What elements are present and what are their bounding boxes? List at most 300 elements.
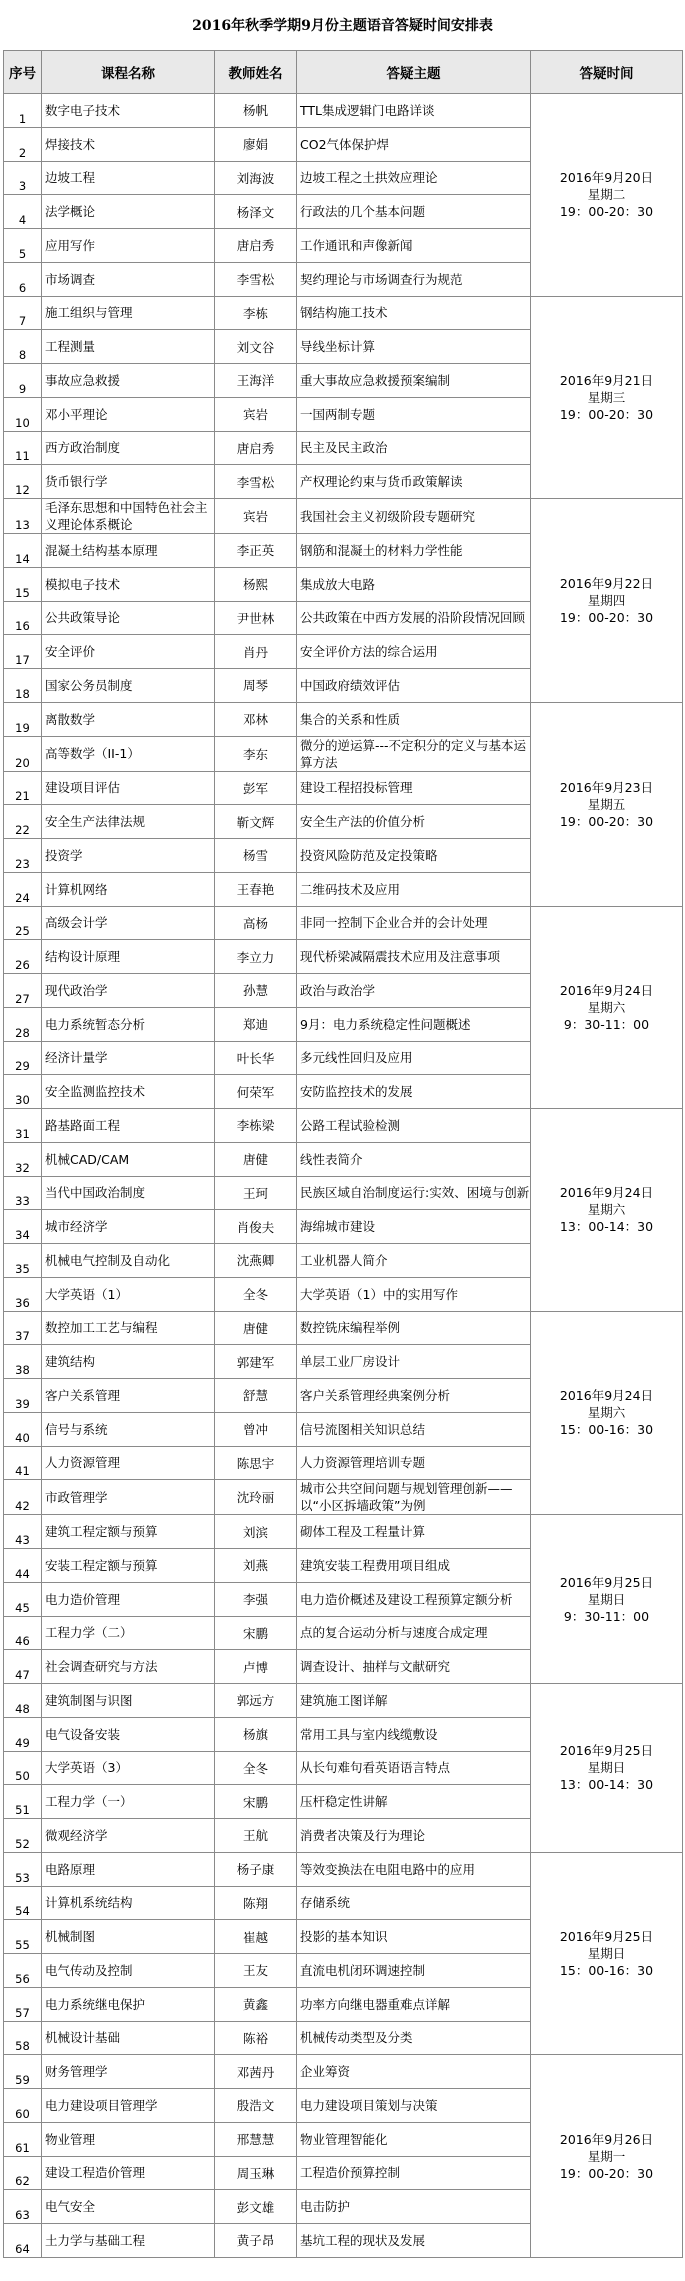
row-number: 53 — [4, 1852, 42, 1886]
teacher-name: 舒慧 — [215, 1379, 297, 1413]
course-name: 工程力学（二） — [42, 1616, 215, 1650]
teacher-name: 沈玲丽 — [215, 1480, 297, 1515]
qa-topic: 中国政府绩效评估 — [297, 669, 531, 703]
teacher-name: 王春艳 — [215, 872, 297, 906]
teacher-name: 尹世林 — [215, 601, 297, 635]
row-number: 44 — [4, 1549, 42, 1583]
row-number: 55 — [4, 1920, 42, 1954]
session-weekday: 星期二 — [587, 187, 626, 203]
course-name: 事故应急救援 — [42, 364, 215, 398]
row-number: 36 — [4, 1277, 42, 1311]
teacher-name: 唐启秀 — [215, 431, 297, 465]
session-date: 2016年9月26日 — [559, 2131, 654, 2147]
course-name: 电气设备安装 — [42, 1717, 215, 1751]
course-name: 电力造价管理 — [42, 1582, 215, 1616]
teacher-name: 孙慧 — [215, 974, 297, 1008]
qa-topic: 点的复合运动分析与速度合成定理 — [297, 1616, 531, 1650]
teacher-name: 沈燕卿 — [215, 1244, 297, 1278]
row-number: 13 — [4, 499, 42, 534]
teacher-name: 李立力 — [215, 940, 297, 974]
row-number: 31 — [4, 1109, 42, 1143]
session-weekday: 星期三 — [587, 389, 626, 405]
course-name: 高等数学（II-1） — [42, 736, 215, 771]
row-number: 34 — [4, 1210, 42, 1244]
session-weekday: 星期四 — [587, 592, 626, 608]
qa-topic: 微分的逆运算---不定积分的定义与基本运算方法 — [297, 736, 531, 771]
table-row — [4, 1684, 683, 1718]
row-number: 40 — [4, 1412, 42, 1446]
qa-topic: 边坡工程之土拱效应理论 — [297, 161, 531, 195]
row-number: 4 — [4, 195, 42, 229]
course-name: 土力学与基础工程 — [42, 2224, 215, 2258]
qa-topic: 砌体工程及工程量计算 — [297, 1515, 531, 1549]
teacher-name: 何荣军 — [215, 1075, 297, 1109]
qa-topic: 一国两制专题 — [297, 397, 531, 431]
row-number: 32 — [4, 1142, 42, 1176]
course-name: 邓小平理论 — [42, 397, 215, 431]
row-number: 6 — [4, 262, 42, 296]
row-number: 33 — [4, 1176, 42, 1210]
qa-topic: 投影的基本知识 — [297, 1920, 531, 1954]
teacher-name: 彭军 — [215, 771, 297, 805]
qa-topic: 非同一控制下企业合并的会计处理 — [297, 906, 531, 940]
column-header-teacher: 教师姓名 — [215, 51, 297, 94]
session-date: 2016年9月25日 — [559, 1574, 654, 1590]
qa-topic: TTL集成逻辑门电路详谈 — [297, 94, 531, 128]
row-number: 28 — [4, 1007, 42, 1041]
row-number: 60 — [4, 2089, 42, 2123]
teacher-name: 杨雪 — [215, 839, 297, 873]
qa-topic: 存储系统 — [297, 1886, 531, 1920]
row-number: 29 — [4, 1041, 42, 1075]
session-time — [531, 296, 683, 499]
course-name: 电路原理 — [42, 1852, 215, 1886]
row-number: 5 — [4, 229, 42, 263]
row-number: 15 — [4, 567, 42, 601]
row-number: 51 — [4, 1785, 42, 1819]
row-number: 26 — [4, 940, 42, 974]
teacher-name: 周玉琳 — [215, 2156, 297, 2190]
course-name: 离散数学 — [42, 702, 215, 736]
teacher-name: 杨旗 — [215, 1717, 297, 1751]
row-number: 1 — [4, 94, 42, 128]
course-name: 法学概论 — [42, 195, 215, 229]
course-name: 安全生产法律法规 — [42, 805, 215, 839]
course-name: 微观经济学 — [42, 1819, 215, 1853]
row-number: 2 — [4, 127, 42, 161]
course-name: 市政管理学 — [42, 1480, 215, 1515]
course-name: 电力系统继电保护 — [42, 1987, 215, 2021]
session-weekday: 星期五 — [587, 796, 626, 812]
course-name: 城市经济学 — [42, 1210, 215, 1244]
session-date: 2016年9月21日 — [559, 372, 654, 388]
table-row — [4, 702, 683, 736]
teacher-name: 王航 — [215, 1819, 297, 1853]
qa-topic: 投资风险防范及定投策略 — [297, 839, 531, 873]
row-number: 30 — [4, 1075, 42, 1109]
row-number: 64 — [4, 2224, 42, 2258]
teacher-name: 李东 — [215, 736, 297, 771]
course-name: 建筑结构 — [42, 1345, 215, 1379]
column-header-time: 答疑时间 — [531, 51, 683, 94]
row-number: 12 — [4, 465, 42, 499]
teacher-name: 杨子康 — [215, 1852, 297, 1886]
course-name: 国家公务员制度 — [42, 669, 215, 703]
teacher-name: 殷浩文 — [215, 2089, 297, 2123]
qa-topic: 9月：电力系统稳定性问题概述 — [297, 1007, 531, 1041]
course-name: 信号与系统 — [42, 1412, 215, 1446]
column-header-index: 序号 — [4, 51, 42, 94]
teacher-name: 李强 — [215, 1582, 297, 1616]
row-number: 43 — [4, 1515, 42, 1549]
row-number: 41 — [4, 1446, 42, 1480]
teacher-name: 郭建军 — [215, 1345, 297, 1379]
teacher-name: 刘滨 — [215, 1515, 297, 1549]
course-name: 机械电气控制及自动化 — [42, 1244, 215, 1278]
teacher-name: 刘文谷 — [215, 330, 297, 364]
table-row — [4, 499, 683, 534]
session-date: 2016年9月24日 — [559, 1185, 654, 1201]
course-name: 公共政策导论 — [42, 601, 215, 635]
teacher-name: 陈裕 — [215, 2021, 297, 2055]
table-row — [4, 94, 683, 128]
row-number: 59 — [4, 2055, 42, 2089]
row-number: 20 — [4, 736, 42, 771]
teacher-name: 周琴 — [215, 669, 297, 703]
session-weekday: 星期日 — [587, 1591, 626, 1607]
row-number: 58 — [4, 2021, 42, 2055]
session-time — [531, 2055, 683, 2258]
course-name: 现代政治学 — [42, 974, 215, 1008]
row-number: 42 — [4, 1480, 42, 1515]
teacher-name: 陈思宇 — [215, 1446, 297, 1480]
qa-topic: 安防监控技术的发展 — [297, 1075, 531, 1109]
course-name: 边坡工程 — [42, 161, 215, 195]
course-name: 建设工程造价管理 — [42, 2156, 215, 2190]
session-time — [531, 906, 683, 1109]
teacher-name: 陈翔 — [215, 1886, 297, 1920]
course-name: 模拟电子技术 — [42, 567, 215, 601]
course-name: 毛泽东思想和中国特色社会主义理论体系概论 — [42, 499, 215, 534]
qa-topic: 契约理论与市场调查行为规范 — [297, 262, 531, 296]
qa-topic: 建设工程招投标管理 — [297, 771, 531, 805]
schedule-table — [3, 50, 683, 2258]
qa-topic: 导线坐标计算 — [297, 330, 531, 364]
teacher-name: 李雪松 — [215, 262, 297, 296]
course-name: 货币银行学 — [42, 465, 215, 499]
qa-topic: 产权理论约束与货币政策解读 — [297, 465, 531, 499]
row-number: 24 — [4, 872, 42, 906]
session-date: 2016年9月23日 — [559, 779, 654, 795]
course-name: 电力建设项目管理学 — [42, 2089, 215, 2123]
qa-topic: 电击防护 — [297, 2190, 531, 2224]
teacher-name: 王友 — [215, 1954, 297, 1988]
course-name: 结构设计原理 — [42, 940, 215, 974]
session-time: 19：00-20：30 — [559, 406, 654, 422]
teacher-name: 唐健 — [215, 1311, 297, 1345]
course-name: 建筑制图与识图 — [42, 1684, 215, 1718]
qa-topic: 企业筹资 — [297, 2055, 531, 2089]
session-time: 9：30-11：00 — [563, 1016, 650, 1032]
course-name: 工程测量 — [42, 330, 215, 364]
row-number: 47 — [4, 1650, 42, 1684]
session-date: 2016年9月24日 — [559, 982, 654, 998]
teacher-name: 崔越 — [215, 1920, 297, 1954]
qa-topic: 大学英语（1）中的实用写作 — [297, 1277, 531, 1311]
session-date: 2016年9月20日 — [559, 170, 654, 186]
table-row — [4, 296, 683, 330]
teacher-name: 王海洋 — [215, 364, 297, 398]
session-time: 19：00-20：30 — [559, 813, 654, 829]
session-date: 2016年9月25日 — [559, 1929, 654, 1944]
teacher-name: 唐启秀 — [215, 229, 297, 263]
row-number: 38 — [4, 1345, 42, 1379]
session-date: 2016年9月24日 — [559, 1388, 654, 1404]
course-name: 焊接技术 — [42, 127, 215, 161]
course-name: 投资学 — [42, 839, 215, 873]
qa-topic: 公共政策在中西方发展的沿阶段情况回顾 — [297, 601, 531, 635]
session-date: 2016年9月22日 — [559, 575, 654, 591]
row-number: 21 — [4, 771, 42, 805]
qa-topic: 物业管理智能化 — [297, 2122, 531, 2156]
teacher-name: 杨泽文 — [215, 195, 297, 229]
course-name: 社会调查研究与方法 — [42, 1650, 215, 1684]
course-name: 机械设计基础 — [42, 2021, 215, 2055]
session-time — [531, 94, 683, 297]
session-time — [531, 1684, 683, 1853]
teacher-name: 宋鹏 — [215, 1616, 297, 1650]
teacher-name: 刘海波 — [215, 161, 297, 195]
row-number: 7 — [4, 296, 42, 330]
teacher-name: 邓茜丹 — [215, 2055, 297, 2089]
row-number: 19 — [4, 702, 42, 736]
session-time — [531, 1109, 683, 1312]
row-number: 17 — [4, 635, 42, 669]
course-name: 财务管理学 — [42, 2055, 215, 2089]
course-name: 建筑工程定额与预算 — [42, 1515, 215, 1549]
teacher-name: 叶长华 — [215, 1041, 297, 1075]
qa-topic: 城市公共空间问题与规划管理创新——以“小区拆墙政策”为例 — [297, 1480, 531, 1515]
row-number: 18 — [4, 669, 42, 703]
course-name: 数控加工工艺与编程 — [42, 1311, 215, 1345]
teacher-name: 卢博 — [215, 1650, 297, 1684]
qa-topic: 行政法的几个基本问题 — [297, 195, 531, 229]
row-number: 52 — [4, 1819, 42, 1853]
row-number: 9 — [4, 364, 42, 398]
qa-topic: 直流电机闭环调速控制 — [297, 1954, 531, 1988]
qa-topic: 压杆稳定性讲解 — [297, 1785, 531, 1819]
teacher-name: 肖俊夫 — [215, 1210, 297, 1244]
teacher-name: 曾冲 — [215, 1412, 297, 1446]
table-row — [4, 1109, 683, 1143]
course-name: 经济计量学 — [42, 1041, 215, 1075]
qa-topic: 消费者决策及行为理论 — [297, 1819, 531, 1853]
qa-topic: 从长句难句看英语语言特点 — [297, 1751, 531, 1785]
qa-topic: 工业机器人简介 — [297, 1244, 531, 1278]
qa-topic: 工作通讯和声像新闻 — [297, 229, 531, 263]
course-name: 工程力学（一） — [42, 1785, 215, 1819]
teacher-name: 郭远方 — [215, 1684, 297, 1718]
table-body — [4, 94, 683, 2258]
teacher-name: 邢慧慧 — [215, 2122, 297, 2156]
session-weekday: 星期六 — [587, 1405, 626, 1421]
table-row — [4, 2055, 683, 2089]
qa-topic: 调查设计、抽样与文献研究 — [297, 1650, 531, 1684]
row-number: 22 — [4, 805, 42, 839]
teacher-name: 郑迪 — [215, 1007, 297, 1041]
qa-topic: 钢结构施工技术 — [297, 296, 531, 330]
teacher-name: 宾岩 — [215, 397, 297, 431]
qa-topic: 等效变换法在电阻电路中的应用 — [297, 1852, 531, 1886]
session-date: 2016年9月25日 — [559, 1743, 654, 1759]
session-time — [531, 1852, 683, 2055]
row-number: 14 — [4, 534, 42, 568]
row-number: 57 — [4, 1987, 42, 2021]
teacher-name: 彭文雄 — [215, 2190, 297, 2224]
page-title: 2016年秋季学期9月份主题语音答疑时间安排表 — [192, 18, 493, 34]
row-number: 63 — [4, 2190, 42, 2224]
row-number: 45 — [4, 1582, 42, 1616]
row-number: 23 — [4, 839, 42, 873]
qa-topic: 基坑工程的现状及发展 — [297, 2224, 531, 2258]
course-name: 人力资源管理 — [42, 1446, 215, 1480]
qa-topic: CO2气体保护焊 — [297, 127, 531, 161]
course-name: 计算机系统结构 — [42, 1886, 215, 1920]
session-time: 13：00-14：30 — [559, 1219, 654, 1235]
row-number: 62 — [4, 2156, 42, 2190]
row-number: 61 — [4, 2122, 42, 2156]
qa-topic: 工程造价预算控制 — [297, 2156, 531, 2190]
qa-topic: 我国社会主义初级阶段专题研究 — [297, 499, 531, 534]
row-number: 25 — [4, 906, 42, 940]
qa-topic: 数控铣床编程举例 — [297, 1311, 531, 1345]
course-name: 客户关系管理 — [42, 1379, 215, 1413]
teacher-name: 靳文辉 — [215, 805, 297, 839]
qa-topic: 单层工业厂房设计 — [297, 1345, 531, 1379]
qa-topic: 人力资源管理培训专题 — [297, 1446, 531, 1480]
course-name: 安装工程定额与预算 — [42, 1549, 215, 1583]
table-row — [4, 1852, 683, 1886]
row-number: 16 — [4, 601, 42, 635]
row-number: 3 — [4, 161, 42, 195]
teacher-name: 李栋 — [215, 296, 297, 330]
teacher-name: 全冬 — [215, 1277, 297, 1311]
session-time: 13：00-14：30 — [559, 1777, 654, 1793]
row-number: 54 — [4, 1886, 42, 1920]
teacher-name: 宋鹏 — [215, 1785, 297, 1819]
teacher-name: 唐健 — [215, 1142, 297, 1176]
qa-topic: 安全生产法的价值分析 — [297, 805, 531, 839]
course-name: 电力系统暂态分析 — [42, 1007, 215, 1041]
course-name: 计算机网络 — [42, 872, 215, 906]
qa-topic: 重大事故应急救援预案编制 — [297, 364, 531, 398]
header-row — [4, 51, 683, 94]
teacher-name: 高杨 — [215, 906, 297, 940]
teacher-name: 邓林 — [215, 702, 297, 736]
course-name: 市场调查 — [42, 262, 215, 296]
qa-topic: 民主及民主政治 — [297, 431, 531, 465]
course-name: 混凝土结构基本原理 — [42, 534, 215, 568]
course-name: 机械CAD/CAM — [42, 1142, 215, 1176]
teacher-name: 宾岩 — [215, 499, 297, 534]
qa-topic: 多元线性回归及应用 — [297, 1041, 531, 1075]
row-number: 39 — [4, 1379, 42, 1413]
table-row — [4, 1311, 683, 1345]
table-row — [4, 1515, 683, 1549]
session-time — [531, 499, 683, 703]
course-name: 当代中国政治制度 — [42, 1176, 215, 1210]
course-name: 电气传动及控制 — [42, 1954, 215, 1988]
teacher-name: 黄子昂 — [215, 2224, 297, 2258]
row-number: 27 — [4, 974, 42, 1008]
session-time: 15：00-16：30 — [559, 1422, 654, 1438]
session-time — [531, 1515, 683, 1684]
qa-topic: 机械传动类型及分类 — [297, 2021, 531, 2055]
qa-topic: 二维码技术及应用 — [297, 872, 531, 906]
qa-topic: 安全评价方法的综合运用 — [297, 635, 531, 669]
course-name: 机械制图 — [42, 1920, 215, 1954]
teacher-name: 刘燕 — [215, 1549, 297, 1583]
row-number: 8 — [4, 330, 42, 364]
course-name: 西方政治制度 — [42, 431, 215, 465]
row-number: 56 — [4, 1954, 42, 1988]
course-name: 电气安全 — [42, 2190, 215, 2224]
course-name: 大学英语（3） — [42, 1751, 215, 1785]
session-weekday: 星期日 — [587, 1760, 626, 1776]
qa-topic: 信号流图相关知识总结 — [297, 1412, 531, 1446]
course-name: 大学英语（1） — [42, 1277, 215, 1311]
teacher-name: 李雪松 — [215, 465, 297, 499]
row-number: 10 — [4, 397, 42, 431]
teacher-name: 肖丹 — [215, 635, 297, 669]
course-name: 建设项目评估 — [42, 771, 215, 805]
course-name: 应用写作 — [42, 229, 215, 263]
course-name: 安全评价 — [42, 635, 215, 669]
row-number: 48 — [4, 1684, 42, 1718]
qa-topic: 现代桥梁减隔震技术应用及注意事项 — [297, 940, 531, 974]
session-time — [531, 702, 683, 906]
teacher-name: 李正英 — [215, 534, 297, 568]
session-weekday: 星期六 — [587, 1202, 626, 1218]
session-weekday: 星期六 — [587, 999, 626, 1015]
row-number: 49 — [4, 1717, 42, 1751]
qa-topic: 常用工具与室内线缆敷设 — [297, 1717, 531, 1751]
teacher-name: 王珂 — [215, 1176, 297, 1210]
course-name: 数字电子技术 — [42, 94, 215, 128]
column-header-topic: 答疑主题 — [297, 51, 531, 94]
row-number: 35 — [4, 1244, 42, 1278]
qa-topic: 电力建设项目策划与决策 — [297, 2089, 531, 2123]
qa-topic: 公路工程试验检测 — [297, 1109, 531, 1143]
qa-topic: 功率方向继电器重难点详解 — [297, 1987, 531, 2021]
qa-topic: 海绵城市建设 — [297, 1210, 531, 1244]
session-weekday: 星期一 — [587, 2148, 626, 2164]
teacher-name: 黄鑫 — [215, 1987, 297, 2021]
session-time — [531, 1311, 683, 1515]
teacher-name: 廖娟 — [215, 127, 297, 161]
session-time: 15：00-16：30 — [559, 1963, 654, 1978]
course-name: 物业管理 — [42, 2122, 215, 2156]
qa-topic: 建筑安装工程费用项目组成 — [297, 1549, 531, 1583]
column-header-course: 课程名称 — [42, 51, 215, 94]
row-number: 46 — [4, 1616, 42, 1650]
qa-topic: 线性表简介 — [297, 1142, 531, 1176]
qa-topic: 建筑施工图详解 — [297, 1684, 531, 1718]
row-number: 37 — [4, 1311, 42, 1345]
course-name: 高级会计学 — [42, 906, 215, 940]
teacher-name: 李栋梁 — [215, 1109, 297, 1143]
qa-topic: 钢筋和混凝土的材料力学性能 — [297, 534, 531, 568]
